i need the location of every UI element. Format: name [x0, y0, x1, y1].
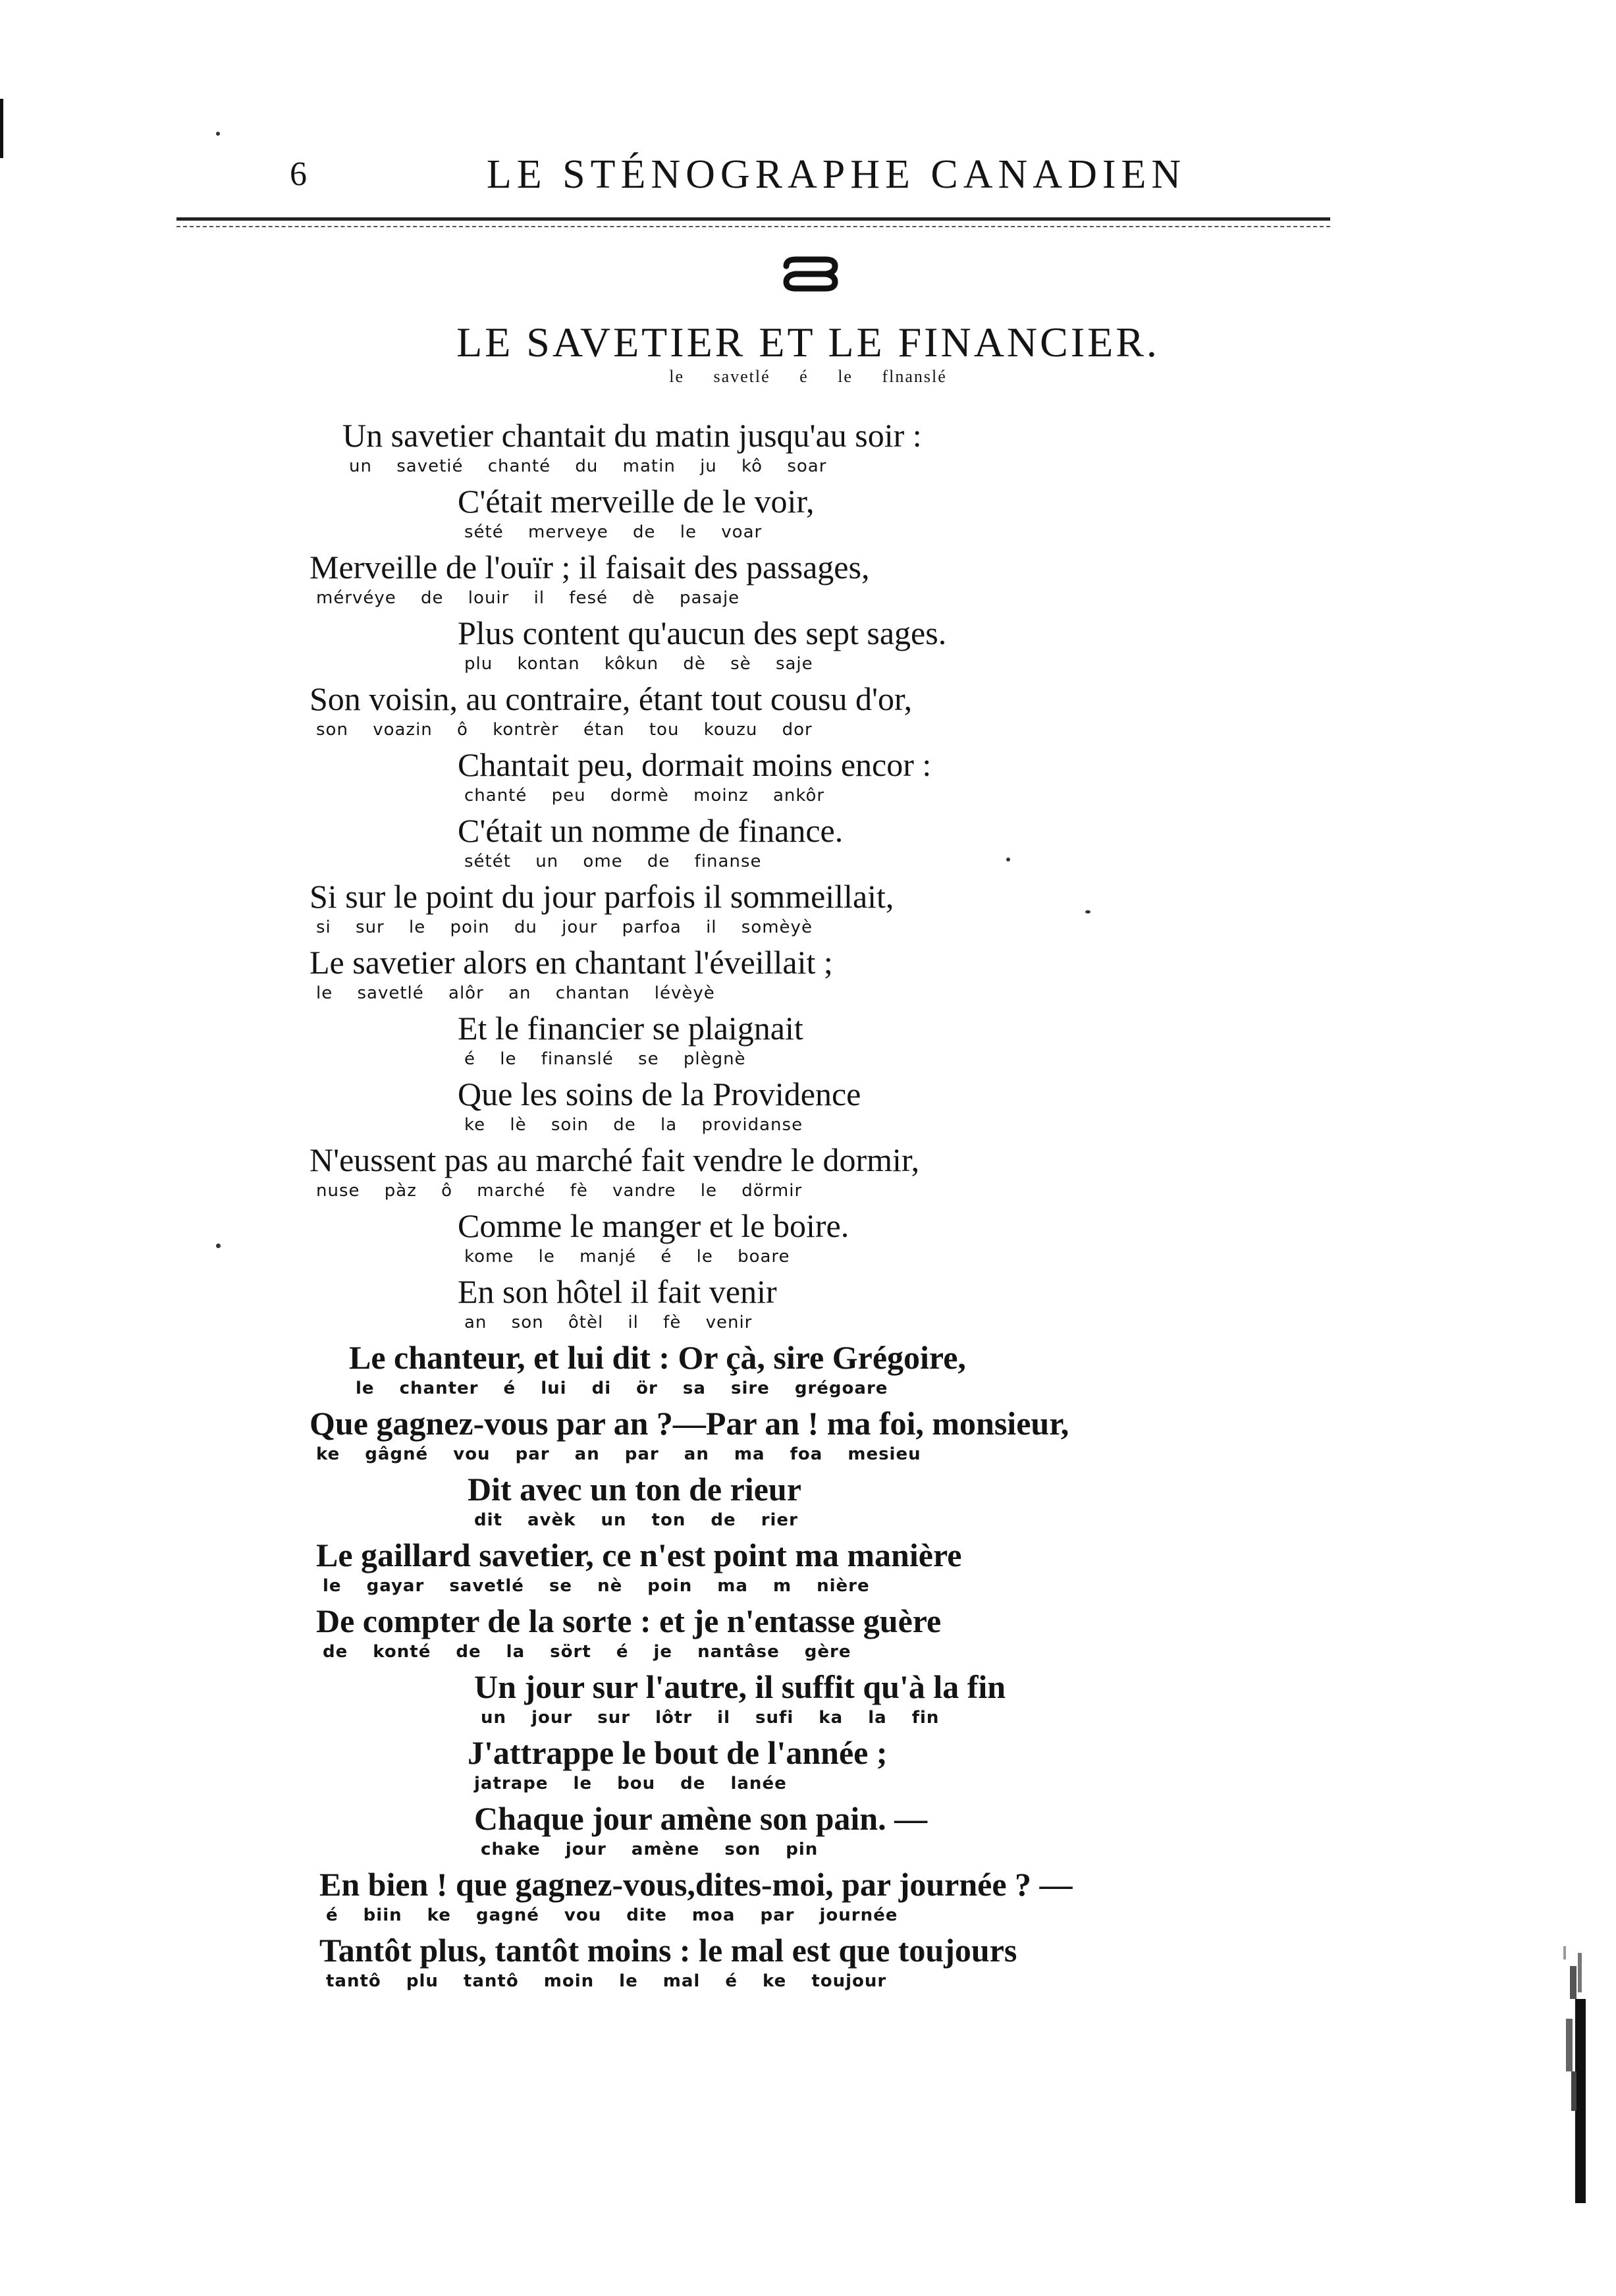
verse-phonetic: jatrape le bou de lanée	[474, 1774, 787, 1793]
verse-phonetic: kome le manjé é le boare	[464, 1247, 790, 1267]
verse-text: Le chanteur, et lui dit : Or çà, sire Grégoire,	[349, 1339, 966, 1376]
verse-phonetic: son voazin ô kontrèr étan tou kouzu dor	[316, 720, 813, 740]
margin-speck	[216, 1244, 221, 1248]
verse-text: Tantôt plus, tantôt moins : le mal est que toujours	[319, 1932, 1017, 1969]
verse-text: Comme le manger et le boire.	[458, 1207, 849, 1244]
verse-text: N'eussent pas au marché fait vendre le dormir,	[310, 1141, 920, 1178]
verse-line	[458, 1008, 803, 1070]
verse-phonetic: nuse pàz ô marché fè vandre le dörmir	[316, 1181, 803, 1201]
verse-text: Que gagnez-vous par an ?—Par an ! ma foi, monsieur,	[310, 1405, 1069, 1442]
margin-speck	[1006, 858, 1010, 861]
running-header-title: LE STÉNOGRAPHE CANADIEN	[486, 152, 1187, 197]
verse-phonetic: le savetlé alôr an chantan lévèyè	[316, 983, 715, 1003]
verse-line	[458, 810, 843, 872]
verse-text: Merveille de l'ouïr ; il faisait des passages,	[310, 549, 870, 586]
verse-line	[310, 1403, 1069, 1465]
verse-phonetic: an son ôtèl il fè venir	[464, 1313, 753, 1332]
verse-phonetic: tantô plu tantô moin le mal é ke toujour	[326, 1971, 887, 1991]
verse-text: Dit avec un ton de rieur	[468, 1471, 801, 1508]
verse-line	[349, 1337, 966, 1399]
verse-phonetic: é le finanslé se plègnè	[464, 1049, 746, 1069]
verse-phonetic: chanté peu dormè moinz ankôr	[464, 786, 825, 806]
verse-line	[458, 1271, 777, 1333]
verse-line	[458, 744, 931, 806]
verse-text: Et le financier se plaignait	[458, 1010, 803, 1047]
verse-text: Le gaillard savetier, ce n'est point ma manière	[316, 1537, 962, 1573]
verse-line	[458, 1205, 849, 1267]
verse-text: C'était merveille de le voir,	[458, 483, 815, 520]
fable-title: LE SAVETIER ET LE FINANCIER.	[456, 319, 1160, 366]
verse-line	[468, 1469, 801, 1531]
verse-text: Un jour sur l'autre, il suffit qu'à la fin	[474, 1668, 1006, 1705]
fable-title-phonetic: le savetlé é le flnanslé	[669, 367, 947, 386]
verse-line	[316, 1535, 961, 1597]
verse-text: Le savetier alors en chantant l'éveillait ;	[310, 944, 833, 981]
verse-line	[458, 1074, 861, 1135]
verse-line	[342, 415, 922, 477]
verse-text: Que les soins de la Providence	[458, 1076, 861, 1112]
verse-line	[310, 678, 912, 740]
verse-line	[310, 876, 894, 938]
verse-text: J'attrappe le bout de l'année ;	[468, 1734, 888, 1771]
verse-text: Si sur le point du jour parfois il sommeillait,	[310, 878, 894, 915]
verse-text: Chantait peu, dormait moins encor :	[458, 746, 932, 783]
scan-edge-noise	[1561, 1940, 1590, 2203]
verse-phonetic: mérvéye de louir il fesé dè pasaje	[316, 588, 740, 608]
verse-phonetic: un jour sur lôtr il sufi ka la fin	[481, 1708, 940, 1728]
verse-text: De compter de la sorte : et je n'entasse guère	[316, 1602, 942, 1639]
shorthand-symbol	[777, 256, 843, 292]
verse-line	[474, 1798, 927, 1860]
verse-text: Son voisin, au contraire, étant tout cousu d'or,	[310, 680, 913, 717]
verse-line	[310, 547, 869, 609]
verse-phonetic: sété merveye de le voar	[464, 522, 763, 542]
header-rule	[176, 217, 1330, 221]
verse-phonetic: dit avèk un ton de rier	[474, 1510, 798, 1530]
verse-line	[316, 1600, 941, 1662]
page-edge-mark	[0, 99, 3, 158]
verse-line	[310, 1139, 919, 1201]
verse-text: Chaque jour amène son pain. —	[474, 1800, 928, 1837]
verse-phonetic: plu kontan kôkun dè sè saje	[464, 654, 813, 674]
verse-text: Plus content qu'aucun des sept sages.	[458, 615, 947, 651]
verse-line	[319, 1930, 1017, 1992]
verse-text: En bien ! que gagnez-vous,dites-moi, par journée ? —	[319, 1866, 1073, 1903]
verse-phonetic: un savetié chanté du matin ju kô soar	[349, 456, 827, 476]
verse-text: C'était un nomme de finance.	[458, 812, 844, 849]
verse-line	[319, 1864, 1073, 1926]
verse-line	[458, 613, 946, 674]
margin-speck	[216, 132, 220, 136]
page-number: 6	[290, 155, 307, 193]
verse-text: Un savetier chantait du matin jusqu'au soir :	[342, 417, 922, 454]
verse-phonetic: sétét un ome de finanse	[464, 852, 762, 871]
verse-phonetic: é biin ke gagné vou dite moa par journée	[326, 1905, 898, 1925]
verse-line	[310, 942, 833, 1004]
running-header	[171, 148, 1330, 201]
verse-line	[468, 1732, 887, 1794]
verse-phonetic: de konté de la sört é je nantâse gère	[323, 1642, 851, 1662]
verse-line	[474, 1666, 1006, 1728]
margin-speck	[1085, 910, 1091, 914]
header-rule-secondary	[176, 226, 1330, 227]
verse-phonetic: le gayar savetlé se nè poin ma m nière	[323, 1576, 870, 1596]
verse-phonetic: chake jour amène son pin	[481, 1840, 819, 1859]
verse-text: En son hôtel il fait venir	[458, 1273, 777, 1310]
verse-phonetic: ke lè soin de la providanse	[464, 1115, 803, 1135]
verse-phonetic: ke gâgné vou par an par an ma foa mesieu	[316, 1444, 921, 1464]
verse-phonetic: le chanter é lui di ör sa sire grégoare	[356, 1379, 888, 1398]
verse-phonetic: si sur le poin du jour parfoa il somèyè	[316, 917, 813, 937]
verse-line	[458, 481, 815, 543]
